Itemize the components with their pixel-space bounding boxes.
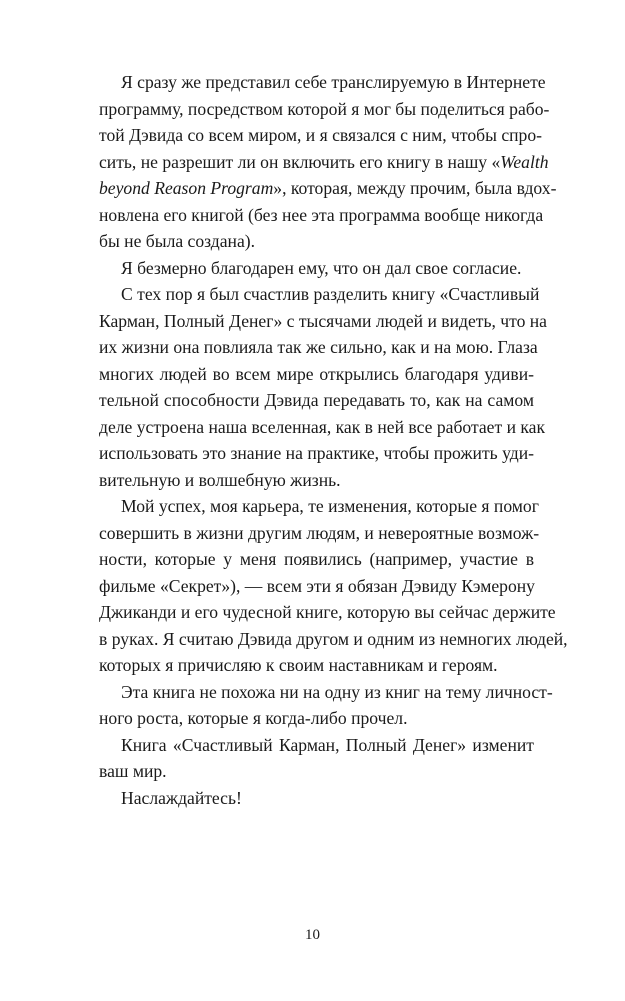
text-line: деле устроена наша вселенная, как в ней все работает и как	[99, 416, 546, 437]
text-line: Мой успех, моя карьера, те изменения, которые я помог	[121, 496, 539, 516]
paragraph-4	[99, 493, 568, 679]
text-line	[99, 149, 549, 176]
text-line: новлена его книгой (без нее эта программа вообще никогда	[99, 204, 544, 225]
text-segment: », которая, между прочим, была вдох-	[273, 178, 557, 198]
text-line: Я безмерно благодарен ему, что он дал свое согласие.	[121, 257, 522, 278]
text-line: их жизни она повлияла так же сильно, как и на мою. Глаза	[99, 337, 538, 357]
text-line: Эта книга не похожа ни на одну из книг на тему личност-	[121, 681, 553, 702]
text-line: той Дэвида со всем миром, и я связался с ним, чтобы спро-	[99, 125, 543, 145]
italic-title: Wealth	[500, 151, 549, 172]
text-line: ного роста, которые я когда-либо прочел.	[99, 708, 408, 728]
text-line: ваш мир.	[99, 761, 167, 781]
text-line	[99, 175, 557, 202]
paragraph-2	[99, 255, 534, 282]
text-line: С тех пор я был счастлив разделить книгу «Счастливый	[121, 284, 540, 304]
text-line: ности, которые у меня появились (например, участие в	[99, 549, 534, 569]
text-segment: сить, не разрешит ли он включить его книгу в нашу «	[99, 151, 501, 172]
paragraph-5	[99, 679, 553, 732]
paragraph-6	[99, 732, 534, 785]
text-line: совершить в жизни другим людям, и невероятные возмож-	[99, 522, 540, 543]
page-number: 10	[305, 927, 320, 943]
paragraph-3	[99, 281, 547, 493]
text-line: Наслаждайтесь!	[121, 787, 242, 808]
text-line: Джиканди и его чудесной книге, которую вы сейчас держите	[99, 602, 556, 622]
body-text	[99, 69, 568, 811]
text-line: программу, посредством которой я мог бы поделиться рабо-	[99, 98, 550, 119]
text-line: бы не была создана).	[99, 231, 256, 251]
italic-title: beyond Reason Program	[99, 178, 274, 198]
text-line: Карман, Полный Денег» с тысячами людей и видеть, что на	[99, 310, 547, 331]
text-line: тельной способности Дэвида передавать то, как на самом	[99, 390, 534, 410]
text-line: Я сразу же представил себе транслируемую в Интернете	[121, 72, 546, 92]
text-line: фильме «Секрет»), — всем эти я обязан Дэвиду Кэмерону	[99, 575, 535, 596]
text-line: Книга «Счастливый Карман, Полный Денег» изменит	[121, 734, 534, 755]
text-line: которых я причисляю к своим наставникам и героям.	[99, 655, 498, 675]
text-line: многих людей во всем мире открылись благодаря удиви-	[99, 363, 534, 384]
text-line: использовать это знание на практике, чтобы прожить уди-	[99, 443, 534, 463]
text-line: в руках. Я считаю Дэвида другом и одним из немногих людей,	[99, 628, 568, 649]
paragraph-7	[99, 785, 534, 812]
text-line: вительную и волшебную жизнь.	[99, 469, 341, 490]
paragraph-1	[99, 69, 557, 255]
